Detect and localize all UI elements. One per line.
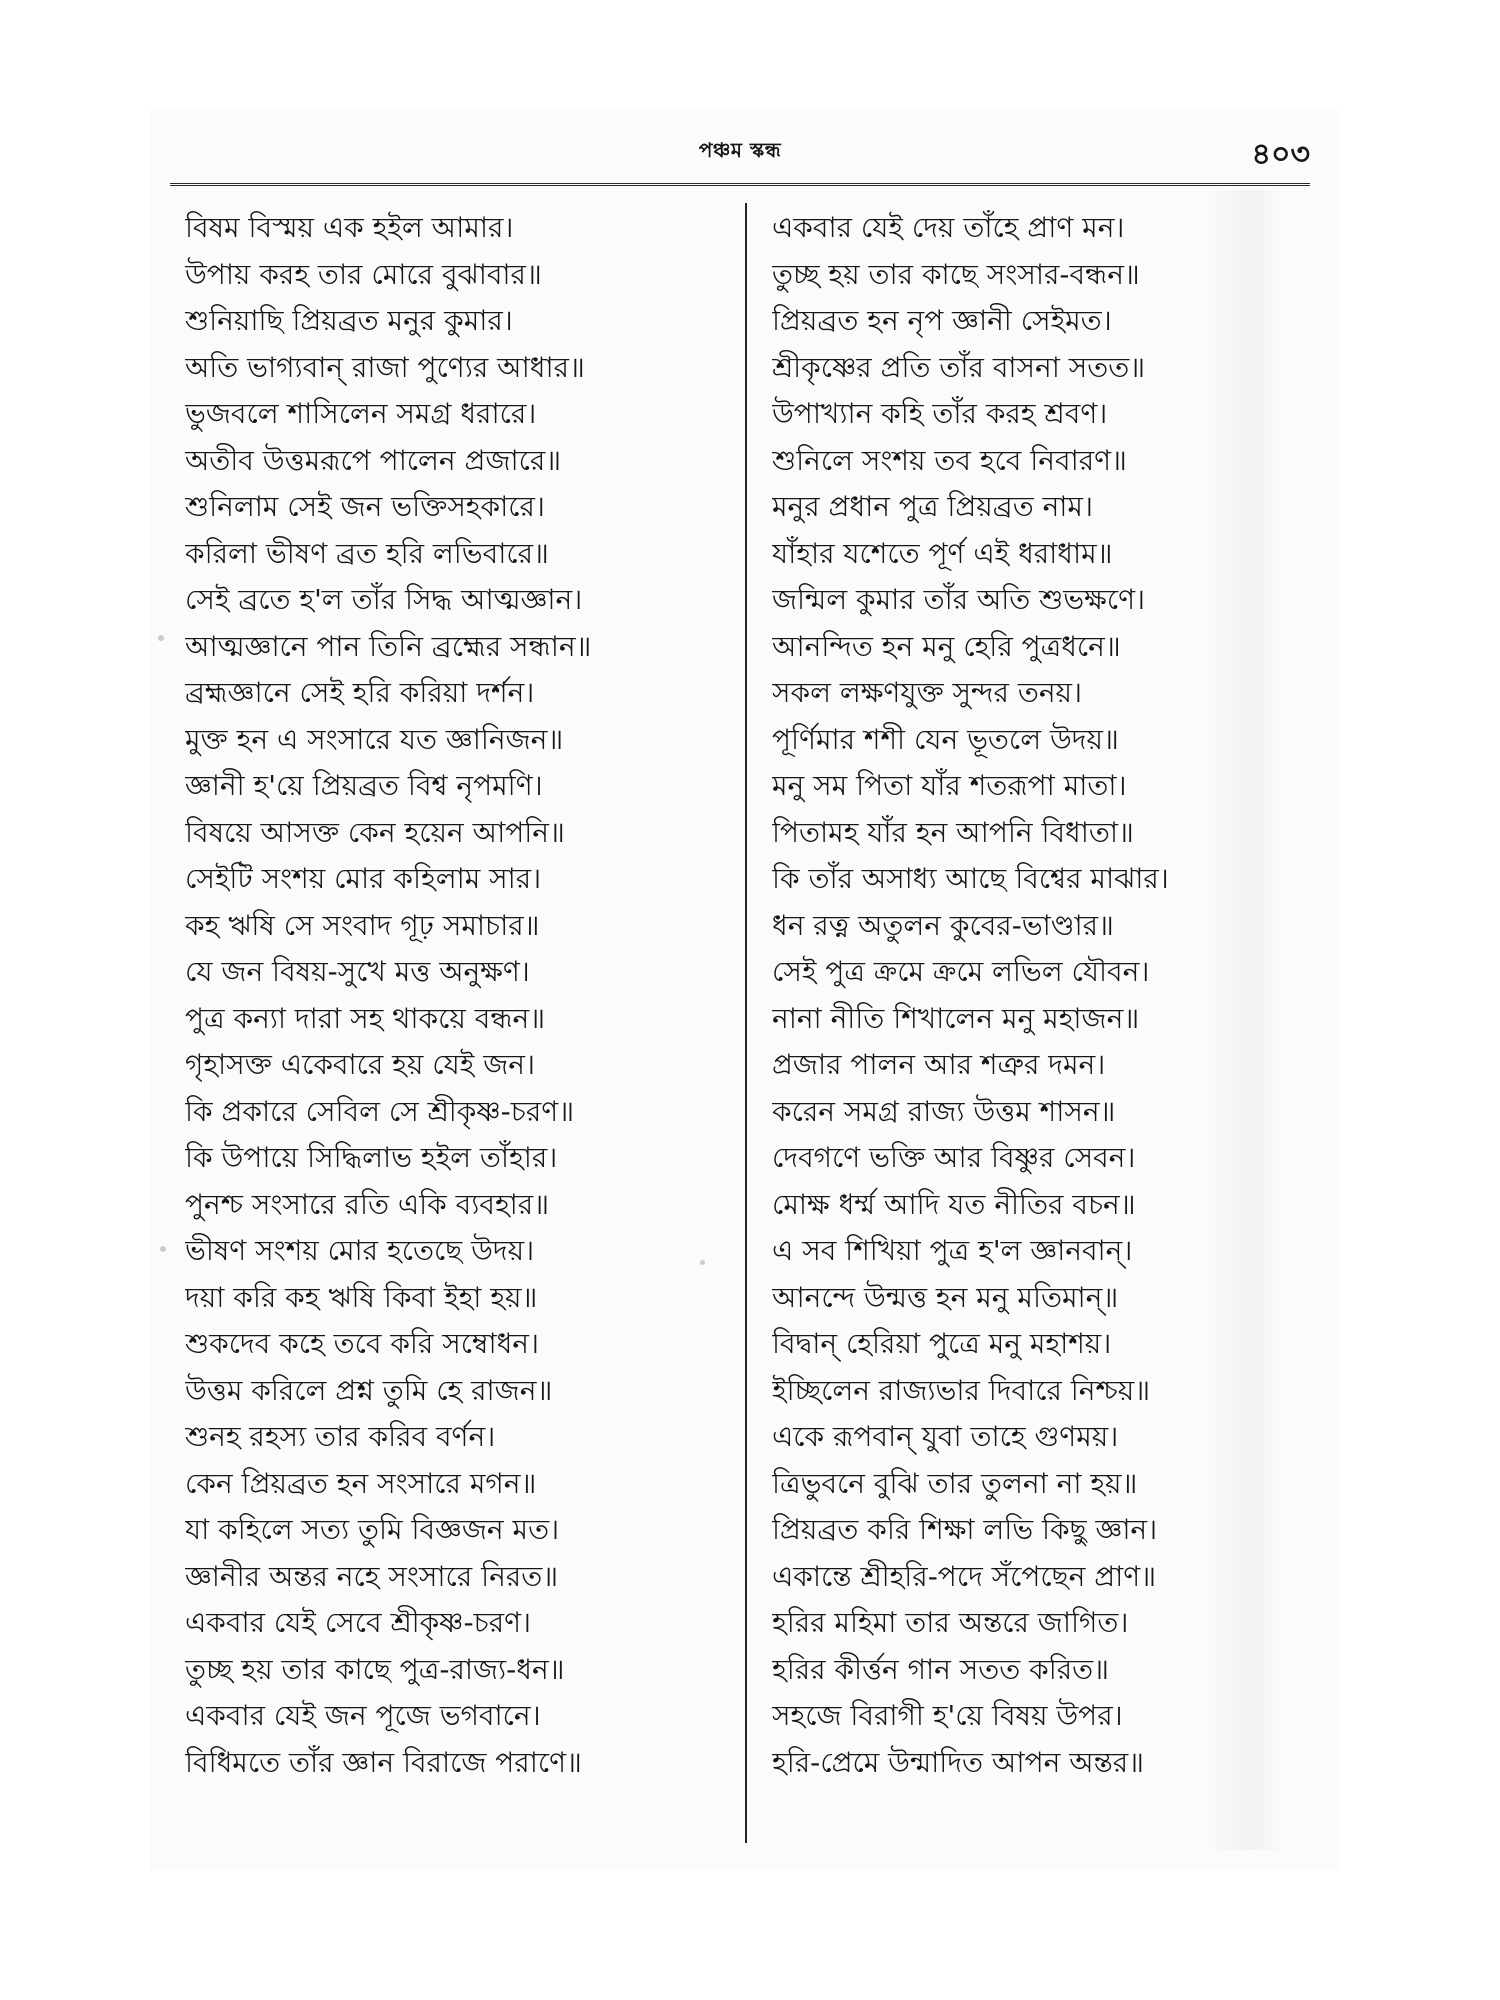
- verse-line: ভীষণ সংশয় মোর হতেছে উদয়।: [185, 1234, 535, 1267]
- verse-line: উপাখ্যান কহি তাঁর করহ শ্রবণ।: [772, 397, 1108, 430]
- verse-line: যে জন বিষয়-সুখে মত্ত অনুক্ষণ।: [185, 955, 530, 988]
- verse-line: একবার যেই জন পূজে ভগবানে।: [185, 1699, 541, 1732]
- verse-line: এ সব শিখিয়া পুত্র হ'ল জ্ঞানবান্।: [772, 1234, 1133, 1267]
- verse-line: আত্মজ্ঞানে পান তিনি ব্রহ্মের সন্ধান॥: [185, 629, 592, 663]
- verse-line: শুকদেব কহে তবে করি সম্বোধন।: [185, 1327, 540, 1360]
- verse-line: বিদ্বান্ হেরিয়া পুত্রে মনু মহাশয়।: [772, 1327, 1112, 1360]
- verse-line: উত্তম করিলে প্রশ্ন তুমি হে রাজন॥: [185, 1373, 553, 1407]
- verse-line: একান্তে শ্রীহরি-পদে সঁপেছেন প্রাণ॥: [772, 1559, 1157, 1593]
- verse-line: শুনহ রহস্য তার করিব বর্ণন।: [185, 1420, 496, 1453]
- verse-line: পুনশ্চ সংসারে রতি একি ব্যবহার॥: [185, 1187, 550, 1221]
- verse-line: বিষম বিস্ময় এক হইল আমার।: [185, 211, 514, 244]
- verse-line: প্রজার পালন আর শত্রুর দমন।: [772, 1048, 1106, 1081]
- verse-line: পিতামহ যাঁর হন আপনি বিধাতা॥: [772, 815, 1134, 849]
- verse-line: নানা নীতি শিখালেন মনু মহাজন॥: [772, 1001, 1140, 1035]
- verse-line: যাঁহার যশেতে পূর্ণ এই ধরাধাম॥: [772, 536, 1113, 570]
- verse-line: করিলা ভীষণ ব্রত হরি লভিবারে॥: [185, 536, 549, 570]
- verse-line: একবার যেই দেয় তাঁহে প্রাণ মন।: [772, 211, 1125, 244]
- verse-line: ব্রহ্মজ্ঞানে সেই হরি করিয়া দর্শন।: [185, 676, 535, 709]
- verse-line: তুচ্ছ হয় তার কাছে পুত্র-রাজ্য-ধন॥: [185, 1652, 565, 1686]
- verse-line: পুত্র কন্যা দারা সহ থাকয়ে বন্ধন॥: [185, 1001, 546, 1035]
- verse-line: তুচ্ছ হয় তার কাছে সংসার-বন্ধন॥: [772, 257, 1140, 291]
- verse-line: সেই ব্রতে হ'ল তাঁর সিদ্ধ আত্মজ্ঞান।: [185, 583, 583, 616]
- verse-line: গৃহাসক্ত একেবারে হয় যেই জন।: [185, 1048, 536, 1081]
- verse-line: বিধিমতে তাঁর জ্ঞান বিরাজে পরাণে॥: [185, 1745, 582, 1779]
- page-header: [170, 128, 1310, 184]
- verse-line: জন্মিল কুমার তাঁর অতি শুভক্ষণে।: [772, 583, 1146, 616]
- verse-line: মনু সম পিতা যাঁর শতরূপা মাতা।: [772, 769, 1127, 802]
- verse-line: করেন সমগ্র রাজ্য উত্তম শাসন॥: [772, 1094, 1116, 1128]
- verse-line: সেই পুত্র ক্রমে ক্রমে লভিল যৌবন।: [772, 955, 1150, 988]
- verse-line: বিষয়ে আসক্ত কেন হয়েন আপনি॥: [185, 815, 565, 849]
- verse-line: সহজে বিরাগী হ'য়ে বিষয় উপর।: [772, 1699, 1123, 1732]
- verse-line: হরি-প্রেমে উন্মাদিত আপন অন্তর॥: [772, 1745, 1145, 1779]
- verse-line: ইচ্ছিলেন রাজ্যভার দিবারে নিশ্চয়॥: [772, 1373, 1151, 1407]
- verse-line: আনন্দে উন্মত্ত হন মনু মতিমান্॥: [772, 1280, 1119, 1314]
- print-speck: [700, 1260, 705, 1265]
- verse-line: কি উপায়ে সিদ্ধিলাভ হইল তাঁহার।: [185, 1141, 558, 1174]
- verse-line: কেন প্রিয়ব্রত হন সংসারে মগন॥: [185, 1466, 537, 1500]
- verse-line: শ্রীকৃষ্ণের প্রতি তাঁর বাসনা সতত॥: [772, 350, 1146, 384]
- verse-line: মুক্ত হন এ সংসারে যত জ্ঞানিজন॥: [185, 722, 564, 756]
- verse-line: পূর্ণিমার শশী যেন ভূতলে উদয়॥: [772, 722, 1119, 756]
- verse-line: আনন্দিত হন মনু হেরি পুত্রধনে॥: [772, 629, 1121, 663]
- verse-line: সকল লক্ষণযুক্ত সুন্দর তনয়।: [772, 676, 1083, 709]
- verse-line: হরির কীর্ত্তন গান সতত করিত॥: [772, 1652, 1110, 1686]
- left-verse-column: [185, 205, 725, 1786]
- verse-line: কহ ঋষি সে সংবাদ গূঢ় সমাচার॥: [185, 908, 540, 942]
- verse-line: কি প্রকারে সেবিল সে শ্রীকৃষ্ণ-চরণ॥: [185, 1094, 575, 1128]
- print-speck: [158, 635, 164, 641]
- verse-line: যা কহিলে সত্য তুমি বিজ্ঞজন মত।: [185, 1513, 560, 1546]
- verse-line: মনুর প্রধান পুত্র প্রিয়ব্রত নাম।: [772, 490, 1093, 523]
- verse-line: শুনিলে সংশয় তব হবে নিবারণ॥: [772, 443, 1127, 477]
- verse-line: দয়া করি কহ ঋষি কিবা ইহা হয়॥: [185, 1280, 538, 1314]
- verse-line: প্রিয়ব্রত করি শিক্ষা লভি কিছু জ্ঞান।: [772, 1513, 1158, 1546]
- verse-line: প্রিয়ব্রত হন নৃপ জ্ঞানী সেইমত।: [772, 304, 1112, 337]
- verse-line: ভুজবলে শাসিলেন সমগ্র ধরারে।: [185, 397, 537, 430]
- verse-line: সেইটি সংশয় মোর কহিলাম সার।: [185, 862, 542, 895]
- verse-line: ধন রত্ন অতুলন কুবের-ভাণ্ডার॥: [772, 908, 1114, 942]
- header-rule: [170, 183, 1310, 186]
- verse-line: অতি ভাগ্যবান্ রাজা পুণ্যের আধার॥: [185, 350, 585, 384]
- print-speck: [160, 1246, 166, 1252]
- right-verse-column: [772, 205, 1312, 1786]
- verse-line: মোক্ষ ধর্ম্ম আদি যত নীতির বচন॥: [772, 1187, 1136, 1221]
- page-number: ৪০৩: [1251, 137, 1310, 172]
- verse-line: অতীব উত্তমরূপে পালেন প্রজারে॥: [185, 443, 562, 477]
- column-divider: [745, 203, 747, 1843]
- verse-line: শুনিয়াছি প্রিয়ব্রত মনুর কুমার।: [185, 304, 513, 337]
- verse-line: হরির মহিমা তার অন্তরে জাগিত।: [772, 1606, 1129, 1639]
- verse-line: একে রূপবান্ যুবা তাহে গুণময়।: [772, 1420, 1119, 1453]
- verse-line: জ্ঞানীর অন্তর নহে সংসারে নিরত॥: [185, 1559, 559, 1593]
- verse-line: জ্ঞানী হ'য়ে প্রিয়ব্রত বিশ্ব নৃপমণি।: [185, 769, 543, 802]
- verse-line: ত্রিভুবনে বুঝি তার তুলনা না হয়॥: [772, 1466, 1138, 1500]
- verse-line: উপায় করহ তার মোরে বুঝাবার॥: [185, 257, 542, 291]
- running-title: পঞ্চম স্কন্ধ: [698, 138, 782, 162]
- verse-line: একবার যেই সেবে শ্রীকৃষ্ণ-চরণ।: [185, 1606, 532, 1639]
- verse-line: দেবগণে ভক্তি আর বিষ্ণুর সেবন।: [772, 1141, 1136, 1174]
- verse-line: কি তাঁর অসাধ্য আছে বিশ্বের মাঝার।: [772, 862, 1169, 895]
- verse-line: শুনিলাম সেই জন ভক্তিসহকারে।: [185, 490, 545, 523]
